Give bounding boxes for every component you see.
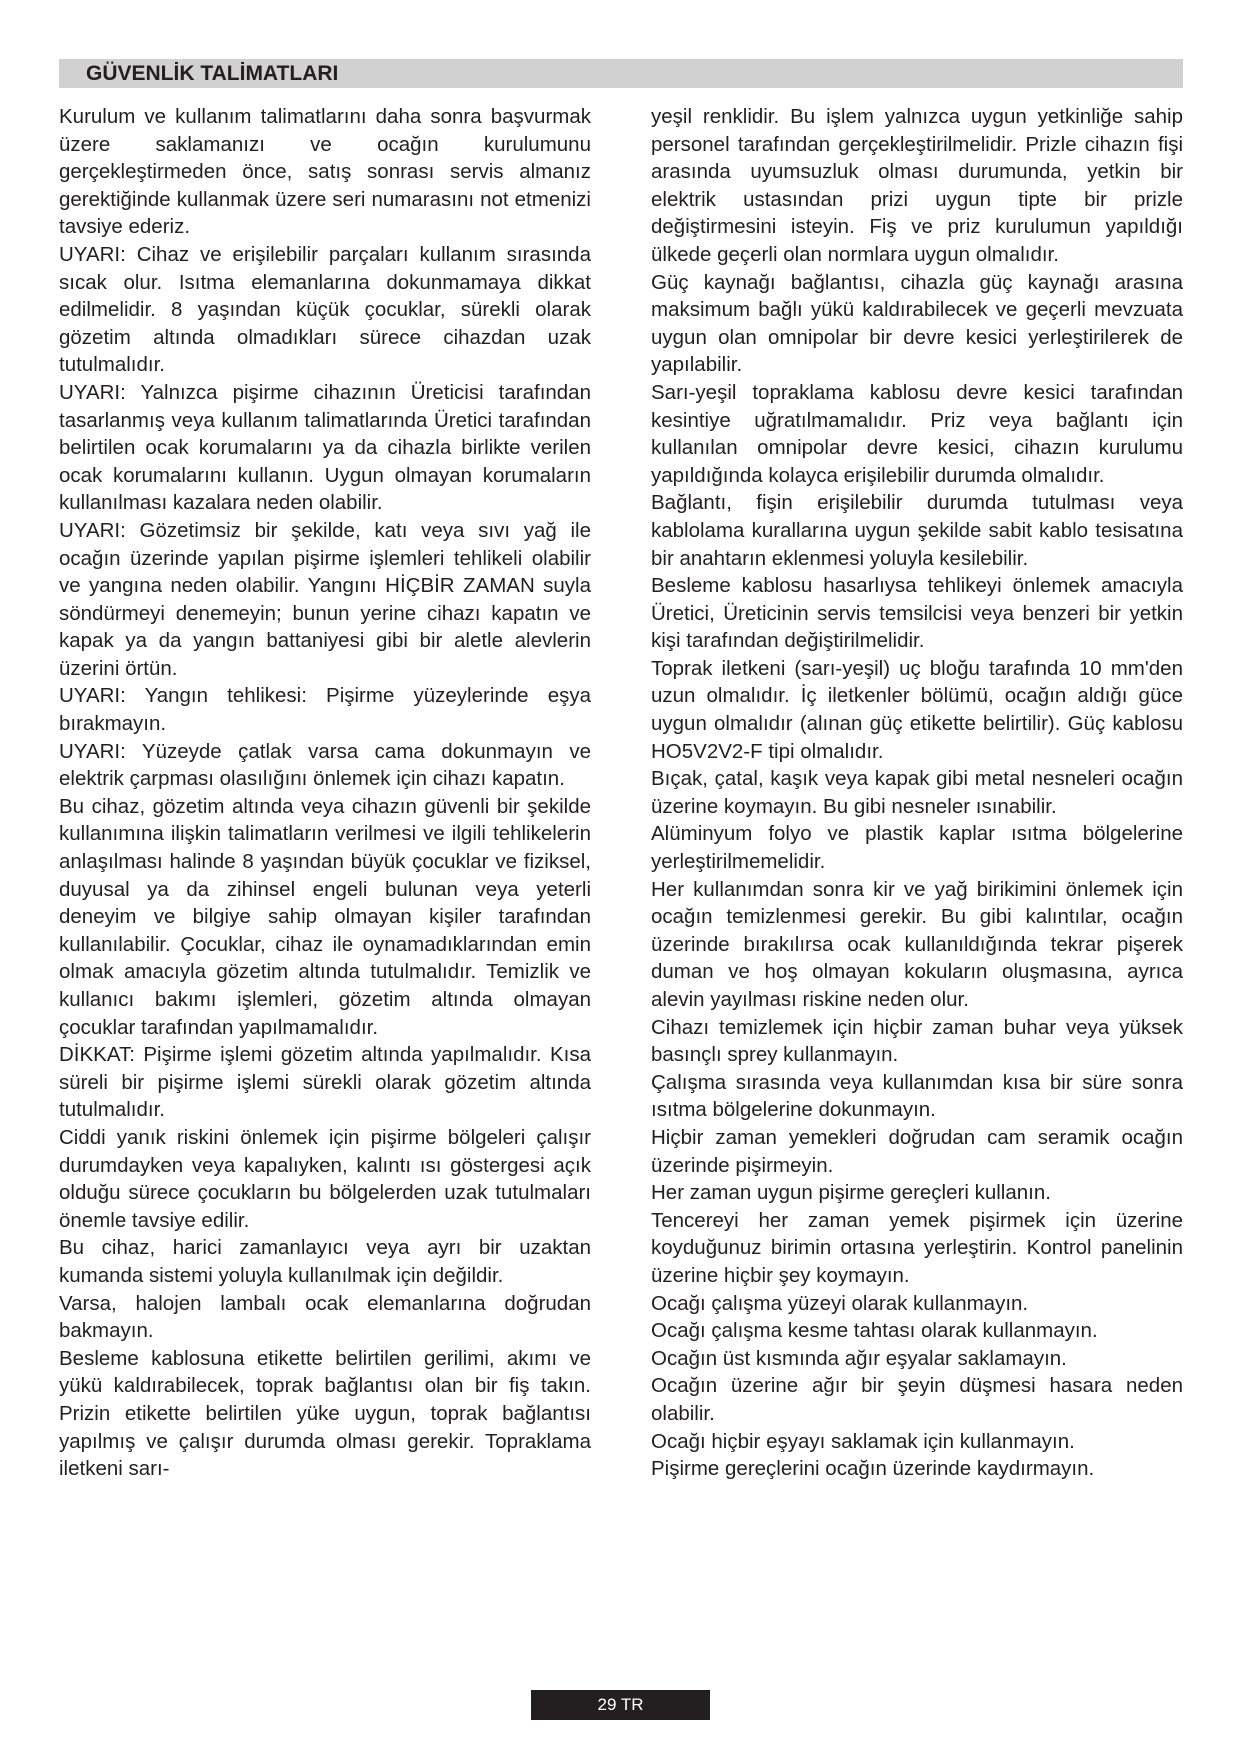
paragraph: UYARI: Cihaz ve erişilebilir parçaları kullanım sırasında sıcak olur. Isıtma elemanlarına dokunmamaya dikkat edilmelidir. 8 yaşından küçük çocuklar, sürekli olarak gözetim altında olmadıkları sürece cihazdan uzak tutulmalıdır. bbox=[59, 242, 591, 377]
paragraph: Sarı-yeşil topraklama kablosu devre kesici tarafından kesintiye uğratılmamalıdır. Priz veya bağlantı için kullanılan omnipolar devre kesici, cihazın kurulumu yapıldığında kolayca erişilebilir durumda olmalıdır. bbox=[651, 380, 1183, 487]
paragraph: Ocağı çalışma kesme tahtası olarak kullanmayın. bbox=[651, 1319, 1098, 1343]
paragraph: Bıçak, çatal, kaşık veya kapak gibi metal nesneleri ocağın üzerine koymayın. Bu gibi nesneler ısınabilir. bbox=[651, 767, 1183, 818]
paragraph: Hiçbir zaman yemekleri doğrudan cam seramik ocağın üzerinde pişirmeyin. bbox=[651, 1125, 1183, 1177]
paragraph: UYARI: Yalnızca pişirme cihazının Üreticisi tarafından tasarlanmış veya kullanım talimatlarında Üretici tarafından belirtilen ocak korumalarını ya da cihazla birlikte verilen ocak korumalarını kullanın. Uygun olmayan korumaların kullanılması kazalara neden olabilir. bbox=[59, 380, 591, 515]
paragraph: Bu cihaz, harici zamanlayıcı veya ayrı bir uzaktan kumanda sistemi yoluyla kullanılmak için değildir. bbox=[59, 1236, 591, 1287]
paragraph: UYARI: Yangın tehlikesi: Pişirme yüzeylerinde eşya bırakmayın. bbox=[59, 684, 591, 736]
paragraph: Güç kaynağı bağlantısı, cihazla güç kaynağı arasına maksimum bağlı yükü kaldırabilecek ve geçerli mevzuata uygun olan omnipolar bir devre kesici yerleştirilerek de yapılabilir. bbox=[651, 270, 1183, 377]
paragraph: yeşil renklidir. Bu işlem yalnızca uygun yetkinliğe sahip personel tarafından gerçekleştirilmelidir. Prizle cihazın fişi arasında uyumsuzluk olması durumunda, yetkin bir elektrik ustasından prizi uygun tipte bir prizle değiştirmesini isteyin. Fiş ve priz kurulumun yapıldığı ülkede geçerli olan normlara uygun olmalıdır. bbox=[651, 105, 1183, 266]
section-title: GÜVENLİK TALİMATLARI bbox=[86, 62, 339, 85]
paragraph: Her zaman uygun pişirme gereçleri kullanın. bbox=[651, 1181, 1051, 1205]
paragraph: Bağlantı, fişin erişilebilir durumda tutulması veya kablolama kurallarına uygun şekilde sabit kablo tesisatına bir anahtarın eklenmesi yoluyla kesilebilir. bbox=[651, 491, 1183, 570]
paragraph: Kurulum ve kullanım talimatlarını daha sonra başvurmak üzere saklamanızı ve ocağın kurulumunu gerçekleştirmeden önce, satış sonrası servis almanız gerektiğinde kullanmak üzere seri numarasını not etmenizi tavsiye ederiz. bbox=[59, 105, 591, 239]
paragraph: Ciddi yanık riskini önlemek için pişirme bölgeleri çalışır durumdayken veya kapalıyken, kalıntı ısı göstergesi açık olduğu sürece çocukların bu bölgelerden uzak tutulmaları önemle tavsiye edilir. bbox=[59, 1125, 591, 1232]
paragraph: Ocağı hiçbir eşyayı saklamak için kullanmayın. bbox=[651, 1429, 1075, 1453]
paragraph: Bu cihaz, gözetim altında veya cihazın güvenli bir şekilde kullanımına ilişkin talimatların verilmesi ve ilgili tehlikelerin anlaşılması halinde 8 yaşından büyük çocuklar ve fiziksel, duyusal ya da zihinsel engeli bulunan veya yeterli deneyim ve bilgiye sahip olmayan kişiler tarafından kullanılabilir. Çocuklar, cihaz ile oynamadıklarından emin olmak amacıyla gözetim altında tutulmalıdır. Temizlik ve kullanıcı bakımı işlemleri, gözetim altında olmayan çocuklar tarafından yapılmamalıdır. bbox=[59, 794, 591, 1039]
paragraph: Ocağı çalışma yüzeyi olarak kullanmayın. bbox=[651, 1291, 1029, 1315]
paragraph: UYARI: Gözetimsiz bir şekilde, katı veya sıvı yağ ile ocağın üzerinde yapılan pişirme işlemleri tehlikeli olabilir ve yangına neden olabilir. Yangını HİÇBİR ZAMAN suyla söndürmeyi denemeyin; bunun yerine cihazı kapatın ve kapak ya da yangın battaniyesi gibi bir aletle alevlerin üzerini örtün. bbox=[59, 518, 591, 680]
paragraph: Varsa, halojen lambalı ocak elemanlarına doğrudan bakmayın. bbox=[59, 1291, 591, 1343]
page-number: 29 TR bbox=[531, 1690, 710, 1720]
paragraph: Her kullanımdan sonra kir ve yağ birikimini önlemek için ocağın temizlenmesi gerekir. Bu gibi kalıntılar, ocağın üzerinde bırakılırsa ocak kullanıldığında tekrar pişerek duman ve hoş olmayan kokuların oluşmasına, ayrıca alevin yayılması riskine neden olur. bbox=[651, 877, 1183, 1011]
paragraph: Tencereyi her zaman yemek pişirmek için üzerine koyduğunuz birimin ortasına yerleştirin. Kontrol panelinin üzerine hiçbir şey koymayın. bbox=[651, 1208, 1183, 1287]
paragraph: Besleme kablosu hasarlıysa tehlikeyi önlemek amacıyla Üretici, Üreticinin servis temsilcisi veya benzeri bir yetkin kişi tarafından değiştirilmelidir. bbox=[651, 574, 1183, 653]
paragraph: Besleme kablosuna etikette belirtilen gerilimi, akımı ve yükü kaldırabilecek, toprak bağlantısı olan bir fiş takın. Prizin etikette belirtilen yüke uygun, toprak bağlantısı yapılmış ve çalışır durumda olması gerekir. Topraklama iletkeni sarı- bbox=[59, 1346, 591, 1481]
right-text-column bbox=[651, 103, 1183, 1483]
section-header-bar bbox=[59, 59, 1183, 88]
paragraph: DİKKAT: Pişirme işlemi gözetim altında yapılmalıdır. Kısa süreli bir pişirme işlemi sürekli olarak gözetim altında tutulmalıdır. bbox=[59, 1043, 591, 1122]
paragraph: Pişirme gereçlerini ocağın üzerinde kaydırmayın. bbox=[651, 1457, 1095, 1481]
paragraph: Çalışma sırasında veya kullanımdan kısa bir süre sonra ısıtma bölgelerine dokunmayın. bbox=[651, 1070, 1183, 1122]
paragraph: Toprak iletkeni (sarı-yeşil) uç bloğu tarafında 10 mm'den uzun olmalıdır. İç iletkenler bölümü, ocağın aldığı güce uygun olmalıdır (alınan güç etikette belirtilir). Güç kablosu HO5V2V2-F tipi olmalıdır. bbox=[651, 656, 1183, 763]
paragraph: Alüminyum folyo ve plastik kaplar ısıtma bölgelerine yerleştirilmemelidir. bbox=[651, 822, 1183, 874]
paragraph: UYARI: Yüzeyde çatlak varsa cama dokunmayın ve elektrik çarpması olasılığını önlemek için cihazı kapatın. bbox=[59, 739, 591, 791]
paragraph: Cihazı temizlemek için hiçbir zaman buhar veya yüksek basınçlı sprey kullanmayın. bbox=[651, 1015, 1183, 1067]
paragraph: Ocağın üst kısmında ağır eşyalar saklamayın. bbox=[651, 1346, 1067, 1370]
paragraph: Ocağın üzerine ağır bir şeyin düşmesi hasara neden olabilir. bbox=[651, 1374, 1183, 1425]
left-text-column bbox=[59, 103, 591, 1483]
